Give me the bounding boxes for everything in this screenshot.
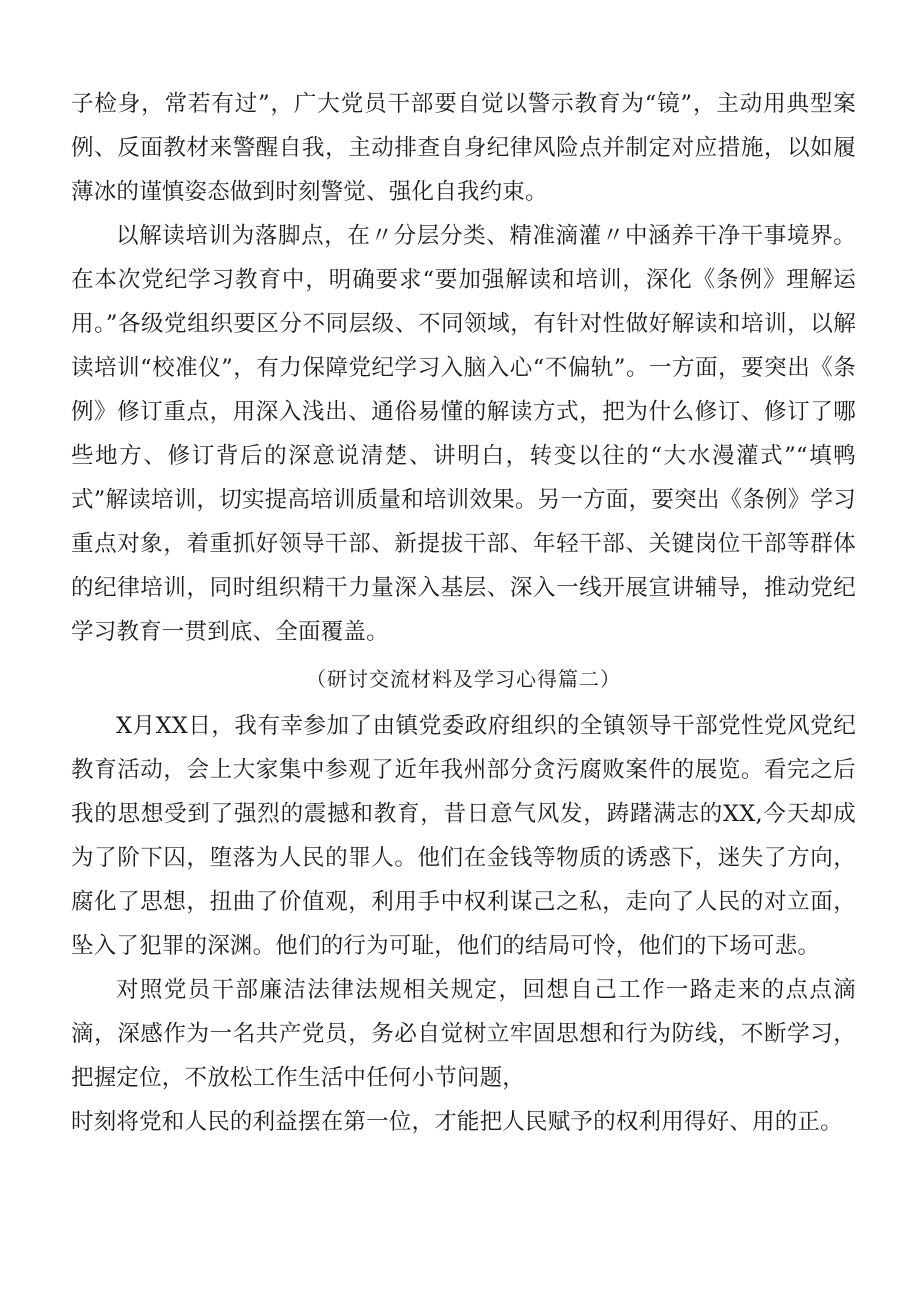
paragraph-reflection: 对照党员干部廉洁法律法规相关规定，回想自己工作一路走来的点点滴滴，深感作为一名共产党员，务必自觉树立牢固思想和行为防线，不断学习，把握定位，不放松工作生活中任何小节问题， bbox=[71, 977, 856, 1091]
paragraph-exhibition: X月XX日，我有幸参加了由镇党委政府组织的全镇领导干部党性党风党纪教育活动，会上大家集中参观了近年我州部分贪污腐败案件的展览。看完之后我的思想受到了强烈的震撼和教育，昔日意气风发，踌躇满志的XX,今天却成为了阶下囚，堕落为人民的罪人。他们在金钱等物质的诱惑下，迷失了方向，腐化了思想，扭曲了价值观，利用手中权利谋己之私，走向了人民的对立面，坠入了犯罪的深渊。他们的行为可耻，他们的结局可怜，他们的下场可悲。 bbox=[71, 713, 856, 959]
document-body bbox=[71, 82, 856, 1144]
paragraph-training: 以解读培训为落脚点，在〃分层分类、精准滴灌〃中涵养干净干事境界。在本次党纪学习教育中，明确要求“要加强解读和培训，深化《条例》理解运用。”各级党组织要区分不同层级、不同领域，有针对性做好解读和培训，以解读培训“校准仪”，有力保障党纪学习入脑入心“不偏轨”。一方面，要突出《条例》修订重点，用深入浅出、通俗易懂的解读方式，把为什么修订、修订了哪些地方、修订背后的深意说清楚、讲明白，转变以往的“大水漫灌式”“填鸭式”解读培训，切实提高培训质量和培训效果。另一方面，要突出《条例》学习重点对象，着重抓好领导干部、新提拔干部、年轻干部、关键岗位干部等群体的纪律培训，同时组织精干力量深入基层、深入一线开展宣讲辅导，推动党纪学习教育一贯到底、全面覆盖。 bbox=[71, 223, 856, 645]
paragraph-continuation: 子检身，常若有过”，广大党员干部要自觉以警示教育为“镜”，主动用典型案例、反面教材来警醒自我，主动排查自身纪律风险点并制定对应措施，以如履薄冰的谨慎姿态做到时刻警觉、强化自我约束。 bbox=[71, 91, 856, 205]
paragraph-final-line: 时刻将党和人民的利益摆在第一位，才能把人民赋予的权利用得好、用的正。 bbox=[71, 1109, 843, 1135]
section-heading: （研讨交流材料及学习心得篇二） bbox=[306, 667, 621, 691]
